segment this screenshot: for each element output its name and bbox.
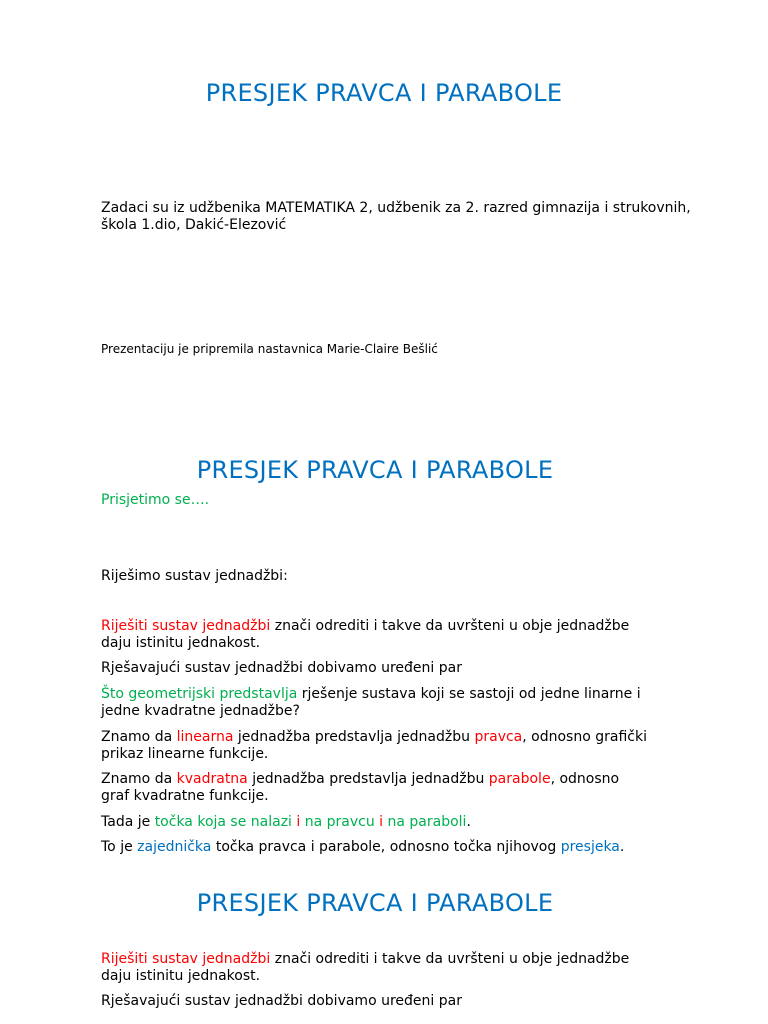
slide2-subtitle: Prisjetimo se…. — [101, 492, 210, 508]
source-text: Zadaci su iz udžbenika MATEMATIKA 2, udžbenik za 2. razred gimnazija i strukovnih, škola 1.dio, Dakić-Elezović — [101, 200, 691, 233]
highlight-red: linearna — [176, 729, 234, 745]
slide2-paragraph-6 — [101, 814, 741, 831]
highlight-red: i — [379, 814, 384, 830]
text-span: znači odrediti i takve da uvršteni u obje jednadžbe daju istinitu jednakost. — [101, 618, 630, 651]
highlight-green: Što geometrijski predstavlja — [101, 686, 298, 702]
text-span: jednadžba predstavlja jednadžbu — [247, 771, 489, 787]
highlight-green: točka koja se nalazi — [154, 814, 297, 830]
slide1-title: PRESJEK PRAVCA I PARABOLE — [205, 79, 563, 107]
text-span: Znamo da — [101, 771, 177, 787]
text-span: znači odrediti i takve da uvršteni u obje jednadžbe daju istinitu jednakost. — [101, 951, 630, 984]
highlight-red: pravca — [474, 729, 523, 745]
slide2-paragraph-1 — [101, 618, 641, 652]
text-span: Tada je — [101, 814, 155, 830]
highlight-blue: presjeka — [560, 839, 620, 855]
highlight-red: Riješiti sustav jednadžbi — [101, 951, 271, 967]
slide3-paragraph-1 — [101, 951, 641, 985]
slide3-title: PRESJEK PRAVCA I PARABOLE — [196, 889, 554, 917]
text-span: To je — [101, 839, 138, 855]
highlight-red: i — [296, 814, 301, 830]
text-span: . — [619, 839, 625, 855]
slide2-paragraph-3 — [101, 686, 646, 720]
highlight-red: parabole — [488, 771, 551, 787]
slide2-paragraph-7 — [101, 839, 741, 856]
text-span: . — [466, 814, 471, 830]
text-span: , odnosno graf kvadratne funkcije. — [101, 771, 620, 804]
slide3-paragraph-2: Rješavajući sustav jednadžbi dobivamo uređeni par — [101, 993, 462, 1009]
slide2-intro: Riješimo sustav jednadžbi: — [101, 568, 288, 584]
slide2-title: PRESJEK PRAVCA I PARABOLE — [196, 456, 554, 484]
highlight-red: kvadratna — [176, 771, 248, 787]
slide2-paragraph-4 — [101, 729, 661, 763]
text-span: Znamo da — [101, 729, 177, 745]
text-span: rješenje sustava koji se sastoji od jedne linarne i jedne kvadratne jednadžbe? — [101, 686, 641, 719]
highlight-green: na paraboli — [383, 814, 467, 830]
text-span: jednadžba predstavlja jednadžbu — [233, 729, 475, 745]
author-text: Prezentaciju je pripremila nastavnica Marie-Claire Bešlić — [101, 342, 438, 356]
text-span: , odnosno grafički prikaz linearne funkcije. — [101, 729, 647, 762]
slide2-paragraph-5 — [101, 771, 641, 805]
text-span: točka pravca i parabole, odnosno točka njihovog — [211, 839, 561, 855]
slide2-paragraph-2: Rješavajući sustav jednadžbi dobivamo uređeni par — [101, 660, 462, 676]
highlight-red: Riješiti sustav jednadžbi — [101, 618, 271, 634]
highlight-green: na pravcu — [300, 814, 380, 830]
highlight-blue: zajednička — [137, 839, 212, 855]
